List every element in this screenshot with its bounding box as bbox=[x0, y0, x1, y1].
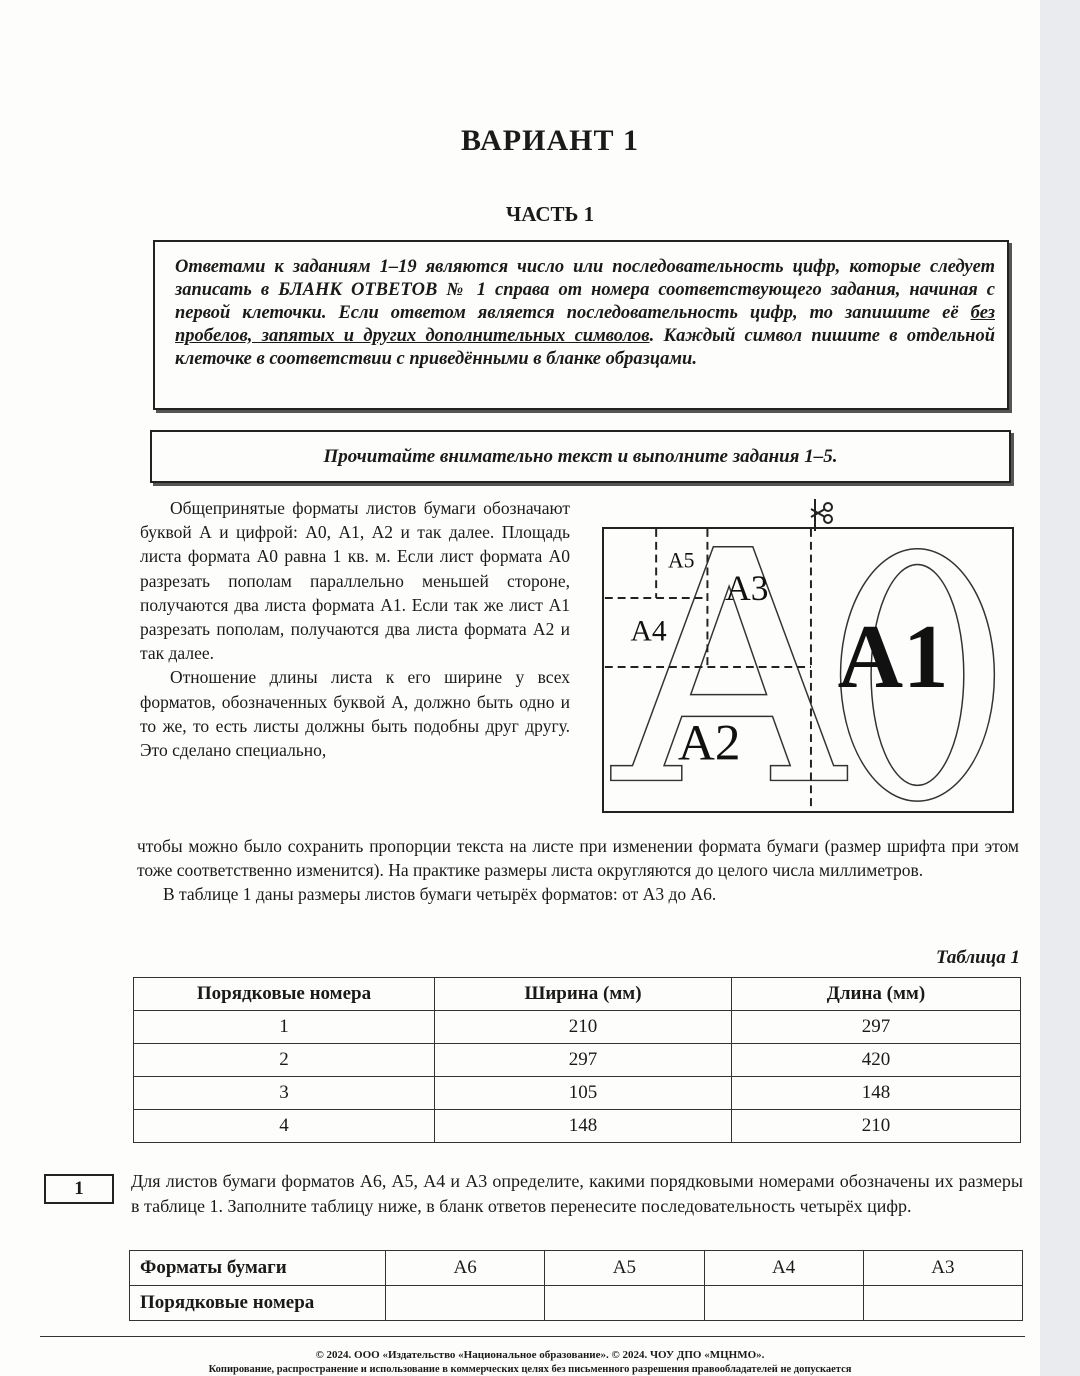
sizes-table bbox=[133, 977, 1021, 1143]
header-width: Ширина (мм) bbox=[435, 978, 732, 1011]
cell-width: 297 bbox=[435, 1044, 732, 1077]
format-cell: А4 bbox=[704, 1251, 863, 1286]
cell-number: 3 bbox=[134, 1077, 435, 1110]
instructions-box bbox=[153, 240, 1009, 410]
text-column bbox=[140, 496, 570, 762]
format-cell: А3 bbox=[863, 1251, 1022, 1286]
answer-table bbox=[129, 1250, 1023, 1321]
format-cell: А5 bbox=[545, 1251, 704, 1286]
question-number-box: 1 bbox=[44, 1174, 114, 1204]
footer-rule bbox=[40, 1336, 1025, 1337]
cell-length: 420 bbox=[732, 1044, 1021, 1077]
label-a1: A1 bbox=[837, 605, 949, 707]
paragraph-2-start: Отношение длины листа к его ширине у всех форматов, обозначенных буквой А, должно быть одно и то же, то есть листы должны быть подобны друг другу. Это сделано специально, bbox=[140, 667, 570, 761]
cell-length: 297 bbox=[732, 1011, 1021, 1044]
cell-number: 4 bbox=[134, 1110, 435, 1143]
numbers-row-label: Порядковые номера bbox=[130, 1286, 386, 1321]
table-header-row bbox=[134, 978, 1021, 1011]
cell-width: 148 bbox=[435, 1110, 732, 1143]
answer-cell[interactable] bbox=[386, 1286, 545, 1321]
instructions-text-after: . Каждый символ пишите в отдельной клеточке в соответствии с приведёнными в бланке образцами. bbox=[175, 326, 995, 369]
header-length: Длина (мм) bbox=[732, 978, 1021, 1011]
table-row bbox=[134, 1011, 1021, 1044]
paragraph-3: В таблице 1 даны размеры листов бумаги четырёх форматов: от А3 до А6. bbox=[163, 884, 717, 905]
cell-width: 210 bbox=[435, 1011, 732, 1044]
answer-cell[interactable] bbox=[545, 1286, 704, 1321]
table-row bbox=[134, 1044, 1021, 1077]
header-number: Порядковые номера bbox=[134, 978, 435, 1011]
variant-title: ВАРИАНТ 1 bbox=[461, 124, 639, 157]
text-full-width bbox=[137, 834, 1019, 907]
copyright-line: © 2024. ООО «Издательство «Национальное образование». © 2024. ЧОУ ДПО «МЦНМО». bbox=[315, 1349, 765, 1361]
cell-length: 210 bbox=[732, 1110, 1021, 1143]
paragraph-2-end: чтобы можно было сохранить пропорции текста на листе при изменении формата бумаги (размер шрифта при этом тоже соответственно изменится). На практике размеры листа округляются до целого числа миллиметров. bbox=[137, 836, 1019, 881]
cell-number: 2 bbox=[134, 1044, 435, 1077]
scissors-icon bbox=[803, 497, 843, 531]
instructions-underlined: без пробелов, запятых и других дополнительных символов bbox=[175, 303, 995, 346]
paragraph-1: Общепринятые форматы листов бумаги обозначают буквой А и цифрой: А0, А1, А2 и так далее. Площадь листа формата А0 равна 1 кв. м. Если лист формата А0 разрезать пополам параллельно меньшей стороне, получаются два листа формата А1. Если так же лист А1 разрезать пополам, получаются два листа формата А2 и так далее. bbox=[140, 498, 570, 664]
answer-cell[interactable] bbox=[704, 1286, 863, 1321]
label-a5: A5 bbox=[667, 548, 695, 573]
cell-number: 1 bbox=[134, 1011, 435, 1044]
copyright-notice: Копирование, распространение и использование в коммерческих целях без письменного разрешения правообладателей не допускается bbox=[208, 1364, 852, 1375]
part-title: ЧАСТЬ 1 bbox=[505, 202, 595, 226]
scroll-strip bbox=[1040, 0, 1080, 1376]
cell-width: 105 bbox=[435, 1077, 732, 1110]
read-prompt: Прочитайте внимательно текст и выполните задания 1–5. bbox=[323, 446, 838, 467]
answer-cell[interactable] bbox=[863, 1286, 1022, 1321]
question-text: Для листов бумаги форматов А6, А5, А4 и А3 определите, какими порядковыми номерами обозначены их размеры в таблице 1. Заполните таблицу ниже, в бланк ответов перенесите последовательность четырёх цифр. bbox=[131, 1171, 1023, 1216]
format-cell: А6 bbox=[386, 1251, 545, 1286]
label-a3: A3 bbox=[725, 567, 769, 608]
cell-length: 148 bbox=[732, 1077, 1021, 1110]
formats-row-label: Форматы бумаги bbox=[130, 1251, 386, 1286]
paper-formats-figure bbox=[602, 527, 1014, 813]
instructions-text-before: Ответами к заданиям 1–19 являются число или последовательность цифр, которые следует записать в БЛАНК ОТВЕТОВ № 1 справа от номера соответствующего задания, начиная с первой клеточки. Если ответом является последовательность цифр, то запишите её bbox=[175, 257, 995, 323]
label-a2: A2 bbox=[677, 714, 741, 772]
numbers-row bbox=[130, 1286, 1023, 1321]
formats-row bbox=[130, 1251, 1023, 1286]
read-prompt-box bbox=[150, 430, 1011, 483]
table-caption: Таблица 1 bbox=[935, 947, 1020, 968]
label-a4: A4 bbox=[630, 615, 667, 648]
table-row bbox=[134, 1077, 1021, 1110]
table-row bbox=[134, 1110, 1021, 1143]
